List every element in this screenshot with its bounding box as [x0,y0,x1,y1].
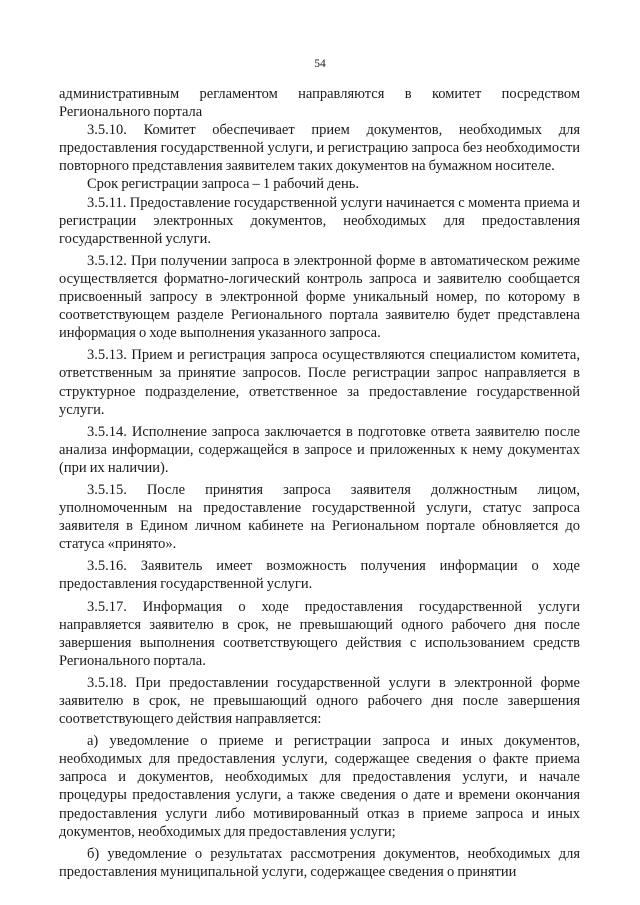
paragraph: административным регламентом направляются в комитет посредством Регионального портала [59,86,580,121]
paragraph: 3.5.18. При предоставлении государственной услуги в электронной форме заявителю в срок, не превышающий одного рабочего дня после завершения соответствующего действия направляется: [59,674,580,728]
paragraph: а) уведомление о приеме и регистрации запроса и иных документов, необходимых для предоставления услуги, содержащее сведения о факте приема запроса и документов, необходимых для предоставления услуги, и начале процедуры предоставления услуги, а также сведения о дате и времени окончания предоставления услуги либо мотивированный отказ в приеме запроса и иных документов, необходимых для предоставления услуги; [59,733,580,840]
paragraph: б) уведомление о результатах рассмотрения документов, необходимых для предоставления муниципальной услуги, содержащее сведения о принятии [59,845,580,880]
document-body [59,85,580,881]
paragraph: 3.5.15. После принятия запроса заявителя должностным лицом, уполномоченным на предоставление государственной услуги, статус запроса заявителя в Едином личном кабинете на Региональном портале обновляется до статуса «принято». [59,481,580,553]
paragraph: 3.5.17. Информация о ходе предоставления государственной услуги направляется заявителю в срок, не превышающий одного рабочего дня после завершения выполнения соответствующего действия с использованием средств Регионального портала. [59,598,580,669]
paragraph: 3.5.10. Комитет обеспечивает прием документов, необходимых для предоставления государственной услуги, и регистрацию запроса без необходимости повторного представления заявителем таких документов на бумажном носителе. [59,122,580,175]
page-number: 54 [314,58,326,70]
paragraph: 3.5.16. Заявитель имеет возможность получения информации о ходе предоставления государственной услуги. [59,558,580,593]
paragraph: 3.5.13. Прием и регистрация запроса осуществляются специалистом комитета, ответственным за принятие запросов. После регистрации запрос направляется в структурное подразделение, ответственное за предоставление государственной услуги. [59,347,580,418]
paragraph: Срок регистрации запроса – 1 рабочий день. [87,176,359,193]
paragraph: 3.5.11. Предоставление государственной услуги начинается с момента приема и регистрации электронных документов, необходимых для предоставления государственной услуги. [59,194,580,247]
paragraph: 3.5.14. Исполнение запроса заключается в подготовке ответа заявителю после анализа информации, содержащейся в запросе и приложенных к нему документах (при их наличии). [59,423,580,476]
paragraph: 3.5.12. При получении запроса в электронной форме в автоматическом режиме осуществляется форматно-логический контроль запроса и заявителю сообщается присвоенный запросу в электронной форме уникальный номер, по которому в соответствующем разделе Регионального портала заявителю будет представлена информация о ходе выполнения указанного запроса. [59,252,580,342]
